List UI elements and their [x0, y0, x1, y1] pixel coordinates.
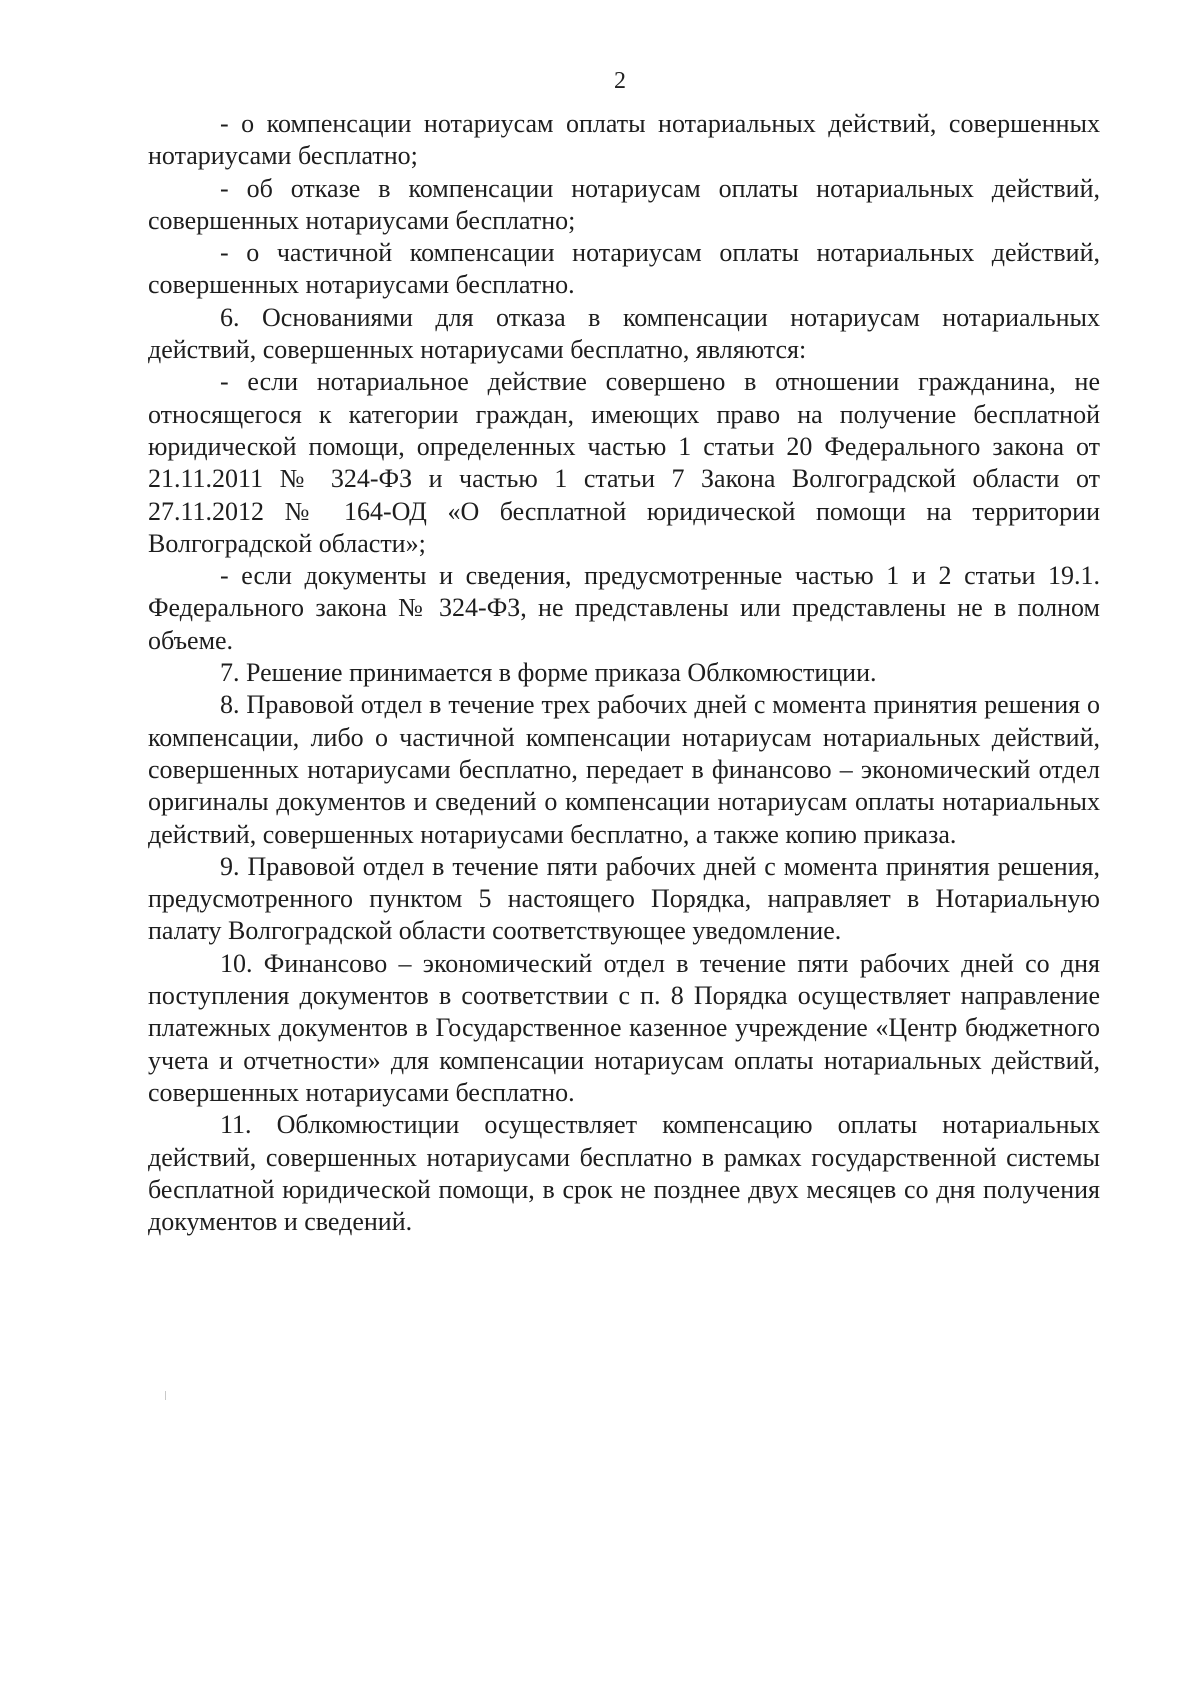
clause-11-compensation-term: 11. Облкомюстиции осуществляет компенсацию оплаты нотариальных действий, совершенных нотариусами бесплатно в рамках государственной системы бесплатной юридической помощи, в срок не позднее двух месяцев со дня получения документов и сведений.	[148, 1110, 1100, 1237]
page-number: 2	[614, 68, 626, 94]
clause-6-grounds-for-refusal: 6. Основаниями для отказа в компенсации нотариусам нотариальных действий, совершенных нотариусами бесплатно, являются:	[148, 302, 1100, 365]
document-body	[148, 108, 1100, 1238]
list-item-refusal: - об отказе в компенсации нотариусам оплаты нотариальных действий, совершенных нотариусами бесплатно;	[148, 173, 1100, 235]
list-item-ineligible-citizen: - если нотариальное действие совершено в отношении гражданина, не относящегося к категории граждан, имеющих право на получение бесплатной юридической помощи, определенных частью 1 статьи 20 Федерального закона от 21.11.2011 № 324-ФЗ и частью 1 статьи 7 Закона Волгоградской области от 27.11.2012 № 164-ОД «О бесплатной юридической помощи на территории Волгоградской области»;	[148, 367, 1100, 558]
scan-speck	[165, 1391, 166, 1400]
clause-8-legal-department: 8. Правовой отдел в течение трех рабочих дней с момента принятия решения о компенсации, либо о частичной компенсации нотариусам нотариальных действий, совершенных нотариусами бесплатно, передает в финансово – экономический отдел оригиналы документов и сведений о компенсации нотариусам оплаты нотариальных действий, совершенных нотариусами бесплатно, а также копию приказа.	[148, 690, 1100, 849]
clause-9-notification: 9. Правовой отдел в течение пяти рабочих дней с момента принятия решения, предусмотренного пунктом 5 настоящего Порядка, направляет в Нотариальную палату Волгоградской области соответствующее уведомление.	[148, 851, 1100, 946]
clause-7-decision-form: 7. Решение принимается в форме приказа Облкомюстиции.	[220, 658, 877, 688]
list-item-compensation: - о компенсации нотариусам оплаты нотариальных действий, совершенных нотариусами бесплатно;	[148, 109, 1100, 171]
list-item-partial-compensation: - о частичной компенсации нотариусам оплаты нотариальных действий, совершенных нотариусами бесплатно.	[148, 238, 1100, 300]
list-item-missing-documents: - если документы и сведения, предусмотренные частью 1 и 2 статьи 19.1. Федерального закона № 324-ФЗ, не представлены или представлены не в полном объеме.	[148, 561, 1100, 655]
clause-10-finance-department: 10. Финансово – экономический отдел в течение пяти рабочих дней со дня поступления документов в соответствии с п. 8 Порядка осуществляет направление платежных документов в Государственное казенное учреждение «Центр бюджетного учета и отчетности» для компенсации нотариусам оплаты нотариальных действий, совершенных нотариусами бесплатно.	[148, 948, 1100, 1107]
